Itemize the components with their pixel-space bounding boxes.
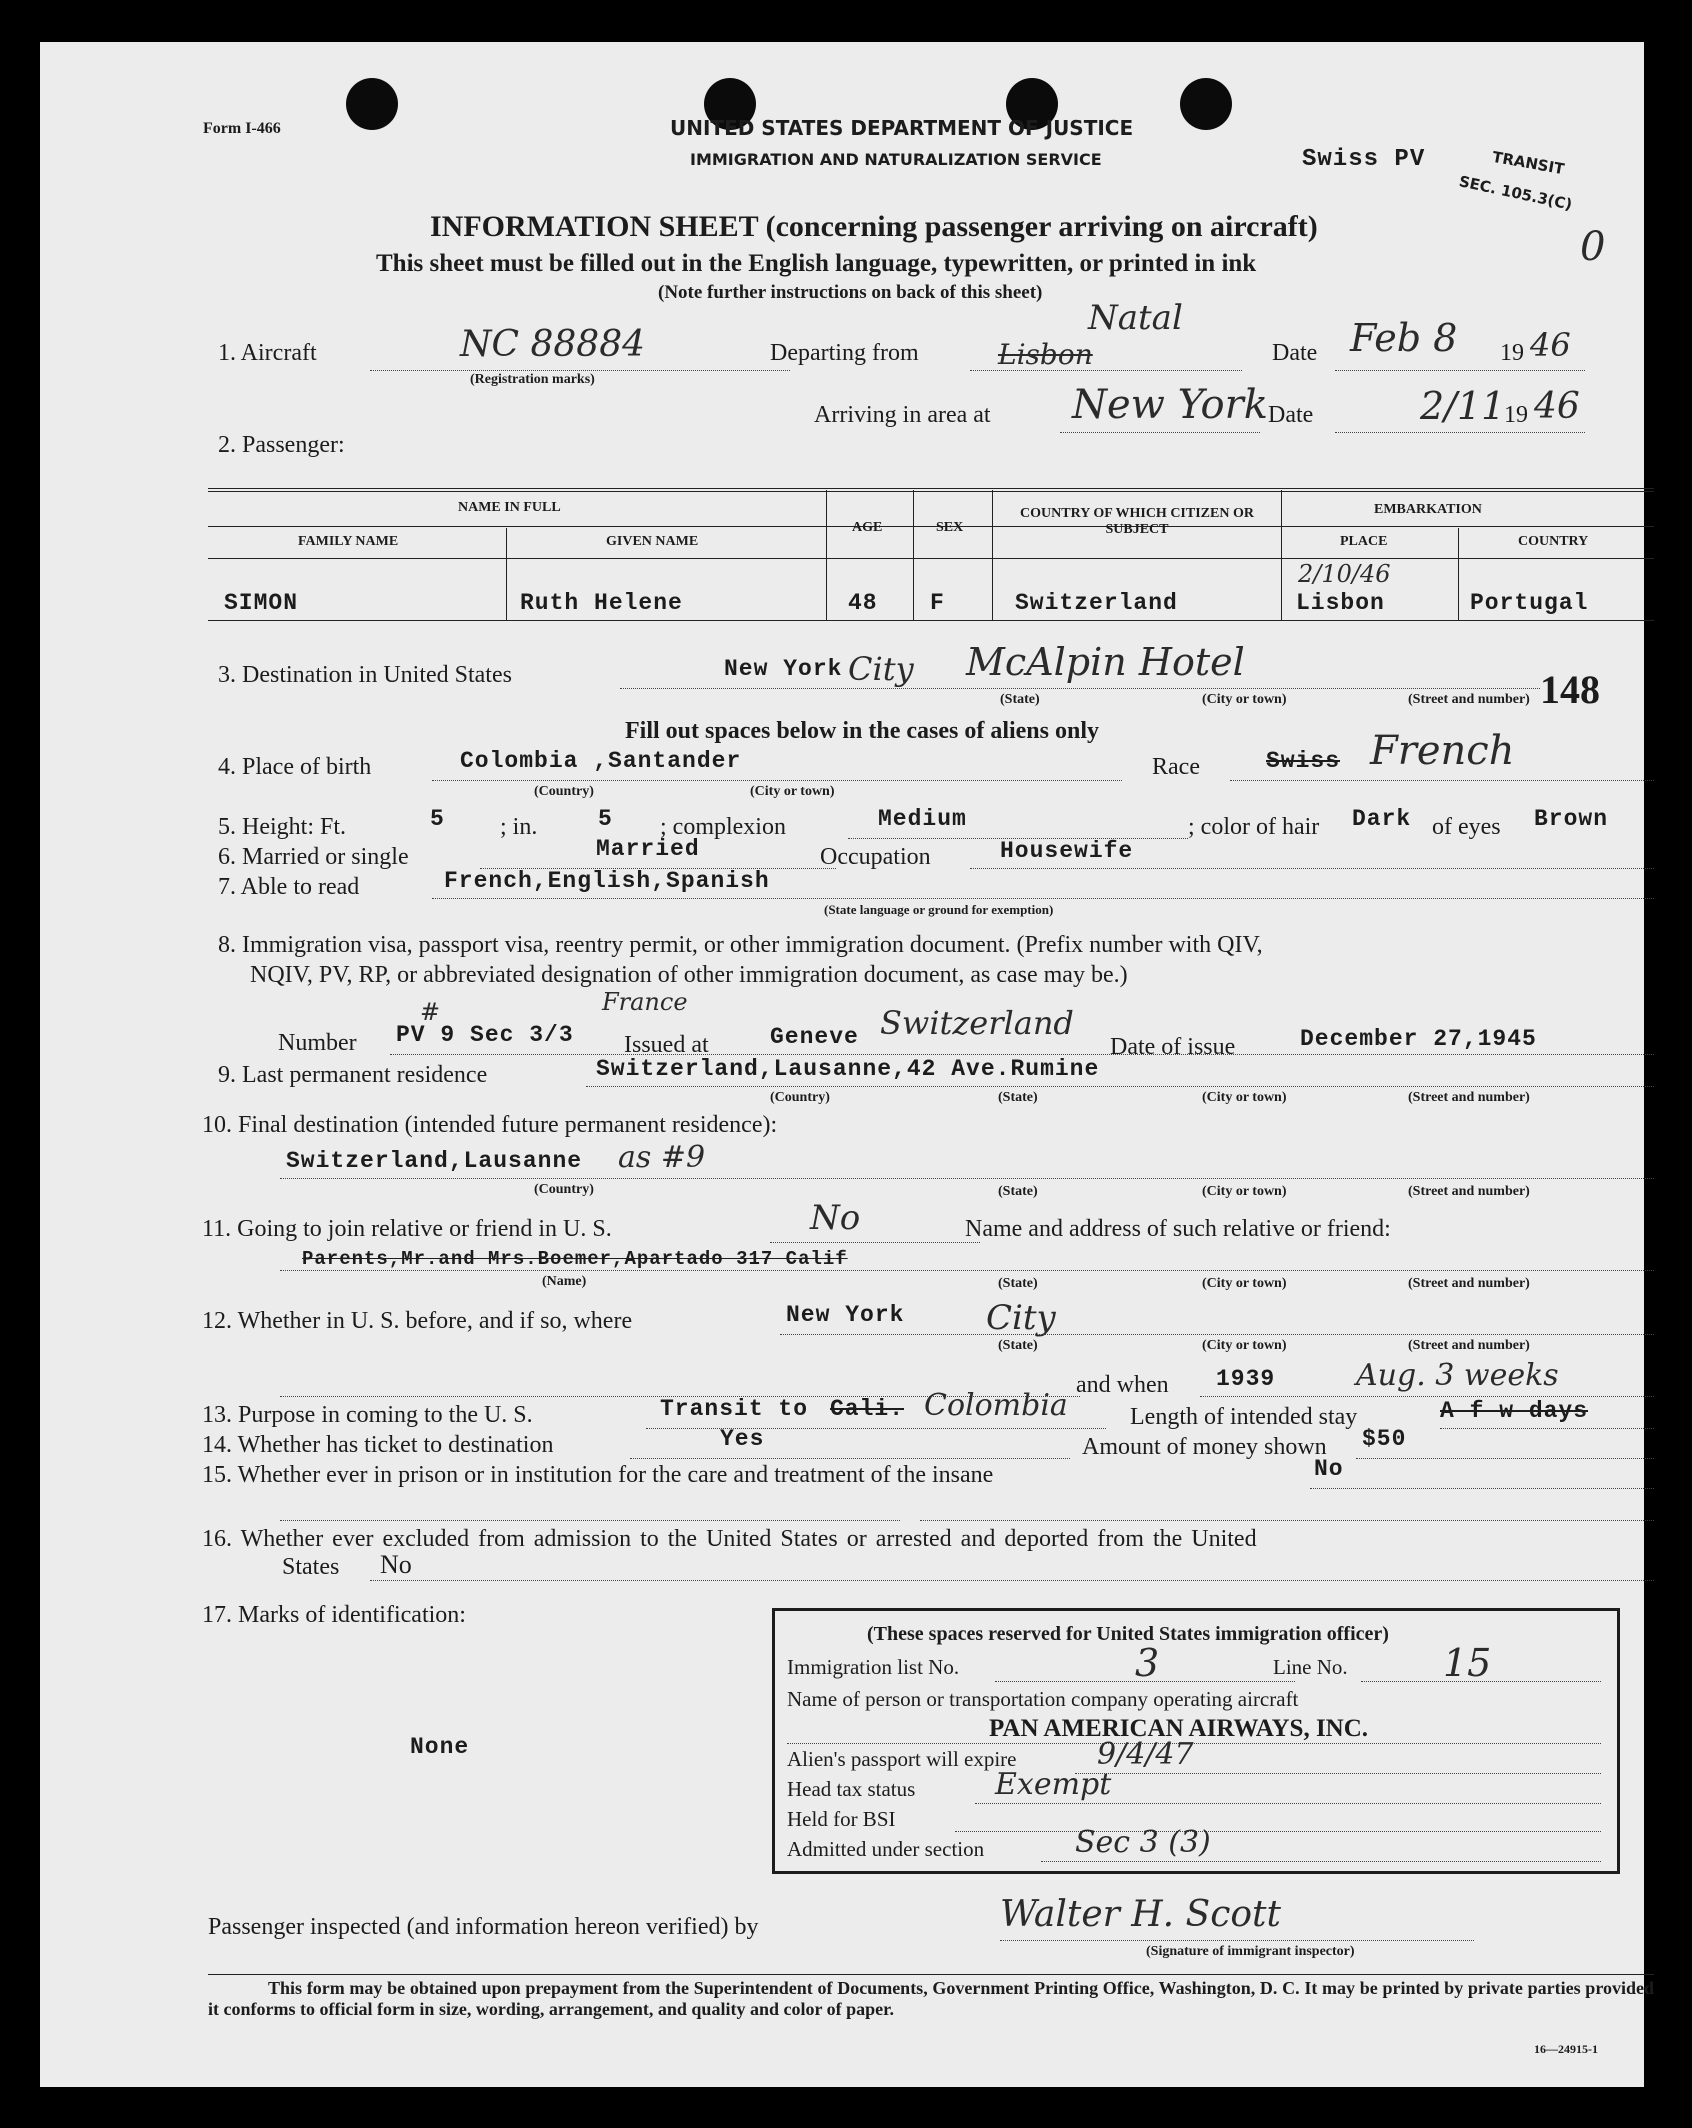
sex-value: F: [930, 590, 945, 616]
sheet-title: INFORMATION SHEET (concerning passenger arriving on aircraft): [430, 210, 1318, 243]
punch-hole-4: [1180, 78, 1232, 130]
excluded-value: No: [380, 1550, 412, 1579]
signature-caption: (Signature of immigrant inspector): [1146, 1944, 1355, 1959]
visa-number-hash: #: [420, 998, 441, 1026]
departing-hand: Natal: [1088, 298, 1183, 338]
departure-date: Feb 8: [1350, 316, 1458, 360]
list-label: Immigration list No.: [787, 1655, 960, 1679]
read-value: French,English,Spanish: [444, 868, 770, 894]
destination-label: 3. Destination in United States: [218, 662, 512, 688]
sheet-note: (Note further instructions on back of this sheet): [658, 282, 1043, 303]
visa-france-hand: France: [602, 988, 688, 1016]
punch-hole-1: [346, 78, 398, 130]
stamp-swiss-pv: Swiss PV: [1302, 146, 1426, 173]
relative-state-caption: (State): [998, 1276, 1038, 1291]
age-value: 48: [848, 590, 878, 616]
family-name: SIMON: [224, 590, 299, 616]
inspector-signature: Walter H. Scott: [1000, 1894, 1281, 1935]
residence-country-caption: (Country): [770, 1090, 830, 1105]
marks-value: None: [410, 1734, 470, 1760]
footer-code: 16—24915-1: [1534, 2042, 1598, 2056]
section-label: Admitted under section: [787, 1837, 985, 1861]
married-value: Married: [596, 836, 700, 862]
us-before-city-caption: (City or town): [1202, 1338, 1287, 1353]
married-label: 6. Married or single: [218, 844, 409, 870]
us-before-label: 12. Whether in U. S. before, and if so, where: [202, 1308, 633, 1334]
residence-city-caption: (City or town): [1202, 1090, 1287, 1105]
list-hand: 3: [1135, 1641, 1160, 1685]
relative-city-caption: (City or town): [1202, 1276, 1287, 1291]
birth-country-caption: (Country): [534, 784, 594, 799]
section-hand: Sec 3 (3): [1075, 1825, 1211, 1860]
stay-label: Length of intended stay: [1130, 1404, 1358, 1430]
purpose-hand: Colombia: [924, 1388, 1068, 1423]
birth-value: Colombia ,Santander: [460, 748, 742, 774]
complexion-value: Medium: [878, 806, 967, 832]
purpose-value: Transit to: [660, 1396, 809, 1422]
marks-label: 17. Marks of identification:: [202, 1602, 466, 1628]
hair-value: Dark: [1352, 806, 1412, 832]
us-before-value: New York: [786, 1302, 905, 1328]
officer-heading: (These spaces reserved for United States immigration officer): [867, 1623, 1389, 1645]
us-before-hand: City: [986, 1298, 1056, 1338]
when-label: and when: [1076, 1372, 1169, 1398]
stamp-transit: TRANSIT: [1490, 147, 1566, 179]
destination-state: New York: [724, 656, 843, 682]
residence-state-caption: (State): [998, 1090, 1038, 1105]
passport-label: Alien's passport will expire: [787, 1747, 1017, 1771]
destination-street: McAlpin Hotel: [966, 640, 1245, 684]
form-number: Form I-466: [203, 120, 281, 137]
relative-name-label: Name and address of such relative or friend:: [965, 1216, 1391, 1242]
occupation-label: Occupation: [820, 844, 931, 870]
when-value: 1939: [1216, 1366, 1276, 1392]
operator-value: PAN AMERICAN AIRWAYS, INC.: [989, 1715, 1369, 1742]
embarkation-place: Lisbon: [1296, 590, 1385, 616]
citizen-value: Switzerland: [1015, 590, 1178, 616]
destination-city: City: [848, 650, 914, 688]
mark-zero: 0: [1580, 224, 1606, 270]
relative-street-caption: (Street and number): [1408, 1276, 1530, 1291]
read-caption: (State language or ground for exemption): [824, 902, 1054, 917]
occupation-value: Housewife: [1000, 838, 1134, 864]
aircraft-registration: NC 88884: [460, 324, 646, 365]
arriving-place: New York: [1072, 382, 1268, 428]
relative-label: 11. Going to join relative or friend in U. S.: [202, 1216, 612, 1242]
line-label: Line No.: [1273, 1655, 1348, 1679]
date-label: Date: [1272, 340, 1318, 366]
operator-label: Name of person or transportation company operating aircraft: [787, 1687, 1299, 1711]
arrival-date-label: Date: [1268, 402, 1314, 428]
destination-148: 148: [1540, 667, 1600, 712]
us-before-street-caption: (Street and number): [1408, 1338, 1530, 1353]
ticket-label: 14. Whether has ticket to destination: [202, 1432, 554, 1458]
race-hand: French: [1370, 728, 1515, 774]
final-dest-street-caption: (Street and number): [1408, 1184, 1530, 1199]
aircraft-label: 1. Aircraft: [218, 340, 317, 366]
issue-date-value: December 27,1945: [1300, 1026, 1537, 1052]
visa-label-line1: 8. Immigration visa, passport visa, reentry permit, or other immigration document. (Prefix number with QIV,: [218, 932, 1263, 958]
when-hand: Aug. 3 weeks: [1356, 1358, 1559, 1393]
birth-label: 4. Place of birth: [218, 754, 372, 780]
header-age: AGE: [852, 520, 883, 535]
excluded-label-line1: 16. Whether ever excluded from admission to the United States or arrested and deported from the United: [202, 1526, 1257, 1552]
issued-label: Issued at: [624, 1032, 709, 1058]
height-in: 5: [598, 806, 613, 832]
sheet-instruction: This sheet must be filled out in the English language, typewritten, or printed in ink: [376, 250, 1257, 277]
visa-number-value: PV 9 Sec 3/3: [396, 1022, 574, 1048]
issued-hand: Switzerland: [880, 1004, 1074, 1042]
purpose-label: 13. Purpose in coming to the U. S.: [202, 1402, 533, 1428]
final-dest-value: Switzerland,Lausanne: [286, 1148, 583, 1174]
departure-year: 46: [1530, 326, 1571, 364]
line-hand: 15: [1443, 1641, 1492, 1685]
destination-state-caption: (State): [1000, 692, 1040, 707]
relative-hand: No: [810, 1198, 861, 1238]
stay-struck: A f w days: [1440, 1398, 1589, 1424]
form-page: [40, 42, 1654, 2087]
destination-city-caption: (City or town): [1202, 692, 1287, 707]
issued-value: Geneve: [770, 1024, 859, 1050]
arriving-label: Arriving in area at: [814, 402, 991, 428]
aliens-heading: Fill out spaces below in the cases of aliens only: [625, 718, 1100, 744]
tax-hand: Exempt: [995, 1767, 1112, 1802]
destination-street-caption: (Street and number): [1408, 692, 1530, 707]
purpose-struck: Cali.: [830, 1396, 905, 1422]
arrival-year-prefix: 19: [1504, 402, 1528, 428]
hair-label: ; color of hair: [1188, 814, 1320, 840]
final-dest-hand: as #9: [618, 1140, 706, 1175]
passport-hand: 9/4/47: [1097, 1737, 1194, 1772]
final-dest-city-caption: (City or town): [1202, 1184, 1287, 1199]
residence-value: Switzerland,Lausanne,42 Ave.Rumine: [596, 1056, 1100, 1082]
race-label: Race: [1152, 754, 1200, 780]
read-label: 7. Able to read: [218, 874, 360, 900]
departing-label: Departing from: [770, 340, 919, 366]
money-label: Amount of money shown: [1082, 1434, 1327, 1460]
relative-name-caption: (Name): [542, 1274, 587, 1289]
final-dest-label: 10. Final destination (intended future permanent residence):: [202, 1112, 778, 1138]
embarkation-date: 2/10/46: [1298, 560, 1391, 588]
registration-caption: (Registration marks): [470, 372, 595, 387]
footer-text: This form may be obtained upon prepayment from the Superintendent of Documents, Government Printing Office, Washington, D. C. It may be printed by private parties provided it conforms to official form in size, wording, arrangement, and quality and color of paper.: [208, 1978, 1654, 2019]
header-given-name: GIVEN NAME: [606, 534, 699, 549]
header-embarkation: EMBARKATION: [1374, 502, 1482, 517]
stamp-section: SEC. 105.3(C): [1457, 172, 1574, 214]
height-in-label: ; in.: [500, 814, 538, 840]
header-place: PLACE: [1340, 534, 1388, 549]
final-dest-state-caption: (State): [998, 1184, 1038, 1199]
bsi-label: Held for BSI: [787, 1807, 896, 1831]
issue-date-label: Date of issue: [1110, 1034, 1236, 1060]
height-ft: 5: [430, 806, 445, 832]
arrival-date: 2/11: [1420, 384, 1506, 428]
passenger-label: 2. Passenger:: [218, 432, 345, 458]
departing-struck: Lisbon: [998, 338, 1093, 371]
residence-street-caption: (Street and number): [1408, 1090, 1530, 1105]
height-label: 5. Height: Ft.: [218, 814, 347, 840]
prison-value: No: [1314, 1456, 1344, 1482]
ticket-value: Yes: [720, 1426, 765, 1452]
prison-label: 15. Whether ever in prison or in institution for the care and treatment of the insane: [202, 1462, 994, 1488]
embarkation-country: Portugal: [1470, 590, 1589, 616]
header-country-citizen: COUNTRY OF WHICH CITIZEN OR SUBJECT: [1020, 506, 1254, 537]
header-name-in-full: NAME IN FULL: [458, 500, 561, 515]
relative-struck: Parents,Mr.and Mrs.Boemer,Apartado 317 Calif: [302, 1248, 848, 1270]
complexion-label: ; complexion: [660, 814, 786, 840]
residence-label: 9. Last permanent residence: [218, 1062, 488, 1088]
tax-label: Head tax status: [787, 1777, 916, 1801]
header-sex: SEX: [936, 520, 964, 535]
visa-label-line2: NQIV, PV, RP, or abbreviated designation of other immigration document, as case may be.): [250, 962, 1128, 988]
birth-city-caption: (City or town): [750, 784, 835, 799]
eyes-value: Brown: [1534, 806, 1609, 832]
officer-box: [772, 1608, 1620, 1874]
department-title: UNITED STATES DEPARTMENT OF JUSTICE: [670, 116, 1134, 140]
inspection-label: Passenger inspected (and information hereon verified) by: [208, 1914, 759, 1940]
arrival-year: 46: [1534, 386, 1580, 427]
final-dest-country-caption: (Country): [534, 1182, 594, 1197]
header-family-name: FAMILY NAME: [298, 534, 399, 549]
departure-year-prefix: 19: [1500, 340, 1524, 366]
eyes-label: of eyes: [1432, 814, 1501, 840]
us-before-state-caption: (State): [998, 1338, 1038, 1353]
given-name: Ruth Helene: [520, 590, 683, 616]
race-struck: Swiss: [1266, 748, 1341, 774]
visa-number-label: Number: [278, 1030, 357, 1056]
header-emb-country: COUNTRY: [1518, 534, 1589, 549]
excluded-label-line2: States: [282, 1554, 340, 1580]
service-title: IMMIGRATION AND NATURALIZATION SERVICE: [690, 150, 1102, 169]
money-value: $50: [1362, 1426, 1407, 1452]
